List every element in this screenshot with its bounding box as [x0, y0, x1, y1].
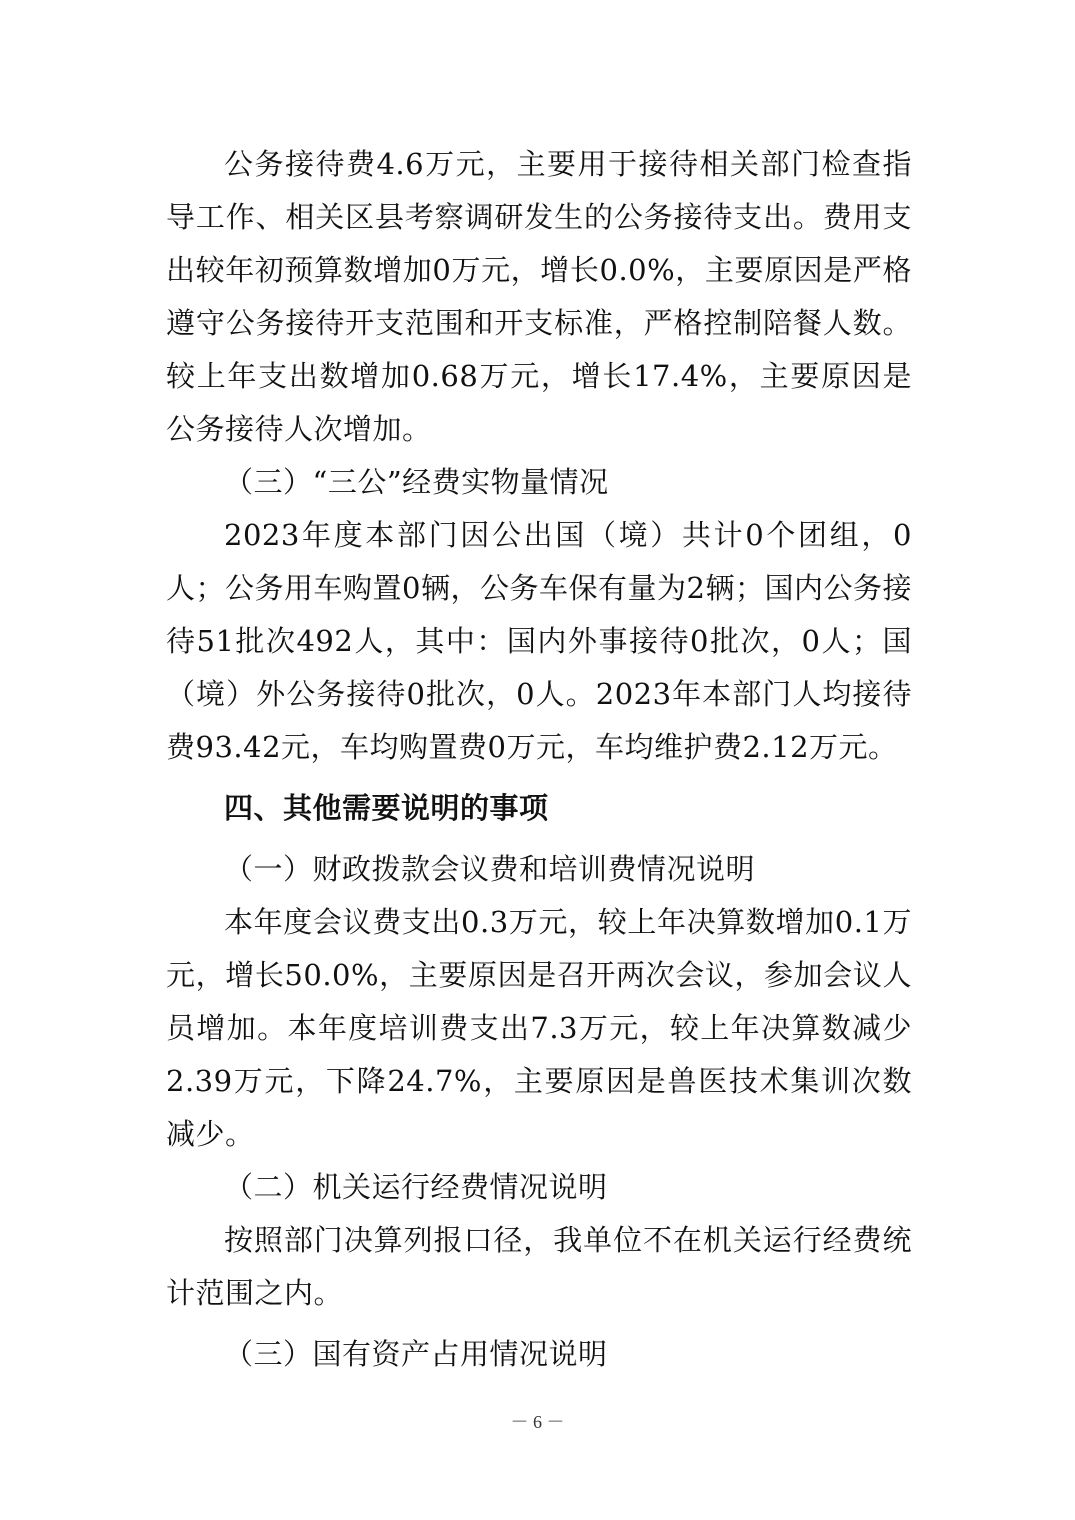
heading-agency-operation: （二）机关运行经费情况说明: [224, 1170, 608, 1204]
paragraph-physical-quantities: 2023年度本部门因公出国（境）共计0个团组，0人；公务用车购置0辆，公务车保有量为2辆；国内公务接待51批次492人，其中：国内外事接待0批次，0人；国（境）外公务接待0批次，0人。2023年本部门人均接待费93.42元，车均购置费0万元，车均维护费2.12万元。: [166, 518, 912, 764]
page-number: － 6 －: [510, 1412, 565, 1432]
heading-section-four: 四、其他需要说明的事项: [224, 791, 549, 825]
heading-meeting-training: （一）财政拨款会议费和培训费情况说明: [224, 852, 756, 886]
paragraph-agency-operation: 按照部门决算列报口径，我单位不在机关运行经费统计范围之内。: [166, 1223, 912, 1310]
heading-three-public-physical: （三）“三公”经费实物量情况: [224, 465, 609, 499]
heading-state-assets: （三）国有资产占用情况说明: [224, 1337, 608, 1371]
document-body: [166, 138, 912, 1381]
paragraph-meeting-training: 本年度会议费支出0.3万元，较上年决算数增加0.1万元，增长50.0%，主要原因是召开两次会议，参加会议人员增加。本年度培训费支出7.3万元，较上年决算数减少2.39万元，下降24.7%，主要原因是兽医技术集训次数减少。: [166, 905, 912, 1151]
paragraph-reception-expenses: 公务接待费4.6万元，主要用于接待相关部门检查指导工作、相关区县考察调研发生的公务接待支出。费用支出较年初预算数增加0万元，增长0.0%，主要原因是严格遵守公务接待开支范围和开支标准，严格控制陪餐人数。较上年支出数增加0.68万元，增长17.4%，主要原因是公务接待人次增加。: [166, 147, 912, 446]
